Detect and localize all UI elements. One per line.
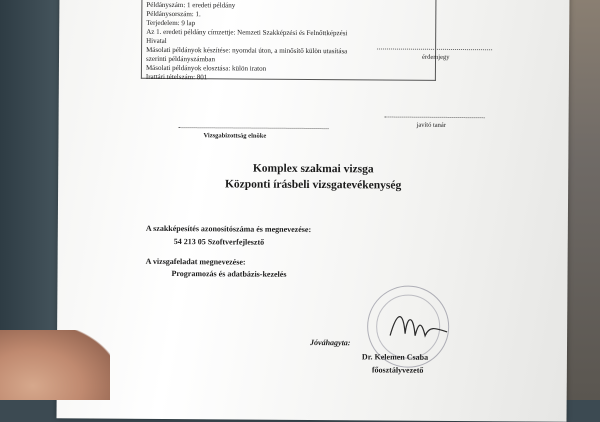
document-info-box (141, 0, 437, 81)
szakkepesites-label: A szakképesítés azonosítószáma és megnevezése: (145, 223, 312, 234)
feladat-label: A vizsgafeladat megnevezése: (145, 256, 246, 267)
javito-label: javító tanár (416, 121, 447, 129)
info-line: Példánysorszám: 1. (146, 9, 201, 19)
handwritten-signature (385, 306, 455, 346)
info-line: Hivatal (146, 36, 167, 45)
szakkepesites-value: 54 213 05 Szoftverfejlesztő (173, 237, 265, 247)
document-subtitle: Központi írásbeli vizsgatevékenység (224, 178, 402, 192)
info-line: szerinti példányszámban (145, 54, 216, 64)
exam-document-page (57, 0, 570, 422)
jovahagyta-label: Jóváhagyta: (310, 337, 351, 348)
info-line: Az 1. eredeti példány címzettje: Nemzeti Szakképzési és Felnőttképzési (146, 27, 348, 38)
elnok-line (179, 127, 329, 129)
signer-title: főosztályvezető (371, 365, 424, 375)
info-line: Másolati példányok elosztása: külön iraton (145, 63, 267, 73)
info-line: Irattári tételszám: 801 (145, 72, 208, 82)
feladat-value: Programozás és adatbázis-kezelés (171, 269, 287, 279)
elnok-label: Vizsgabizottság elnöke (203, 132, 267, 140)
signer-name: Dr. Kelemen Csaba (361, 352, 429, 362)
javito-line (385, 116, 485, 118)
erdemjegy-label: érdemjegy (422, 53, 450, 61)
holding-hand (0, 330, 110, 400)
info-line: Példányszám: 1 eredeti példány (146, 0, 236, 10)
info-line: Terjedelem: 9 lap (146, 18, 196, 28)
info-line: Másolati példányok készítése: nyomdai úton, a minősítő külön utasítása (146, 45, 348, 56)
document-title: Komplex szakmai vizsga (252, 162, 374, 176)
